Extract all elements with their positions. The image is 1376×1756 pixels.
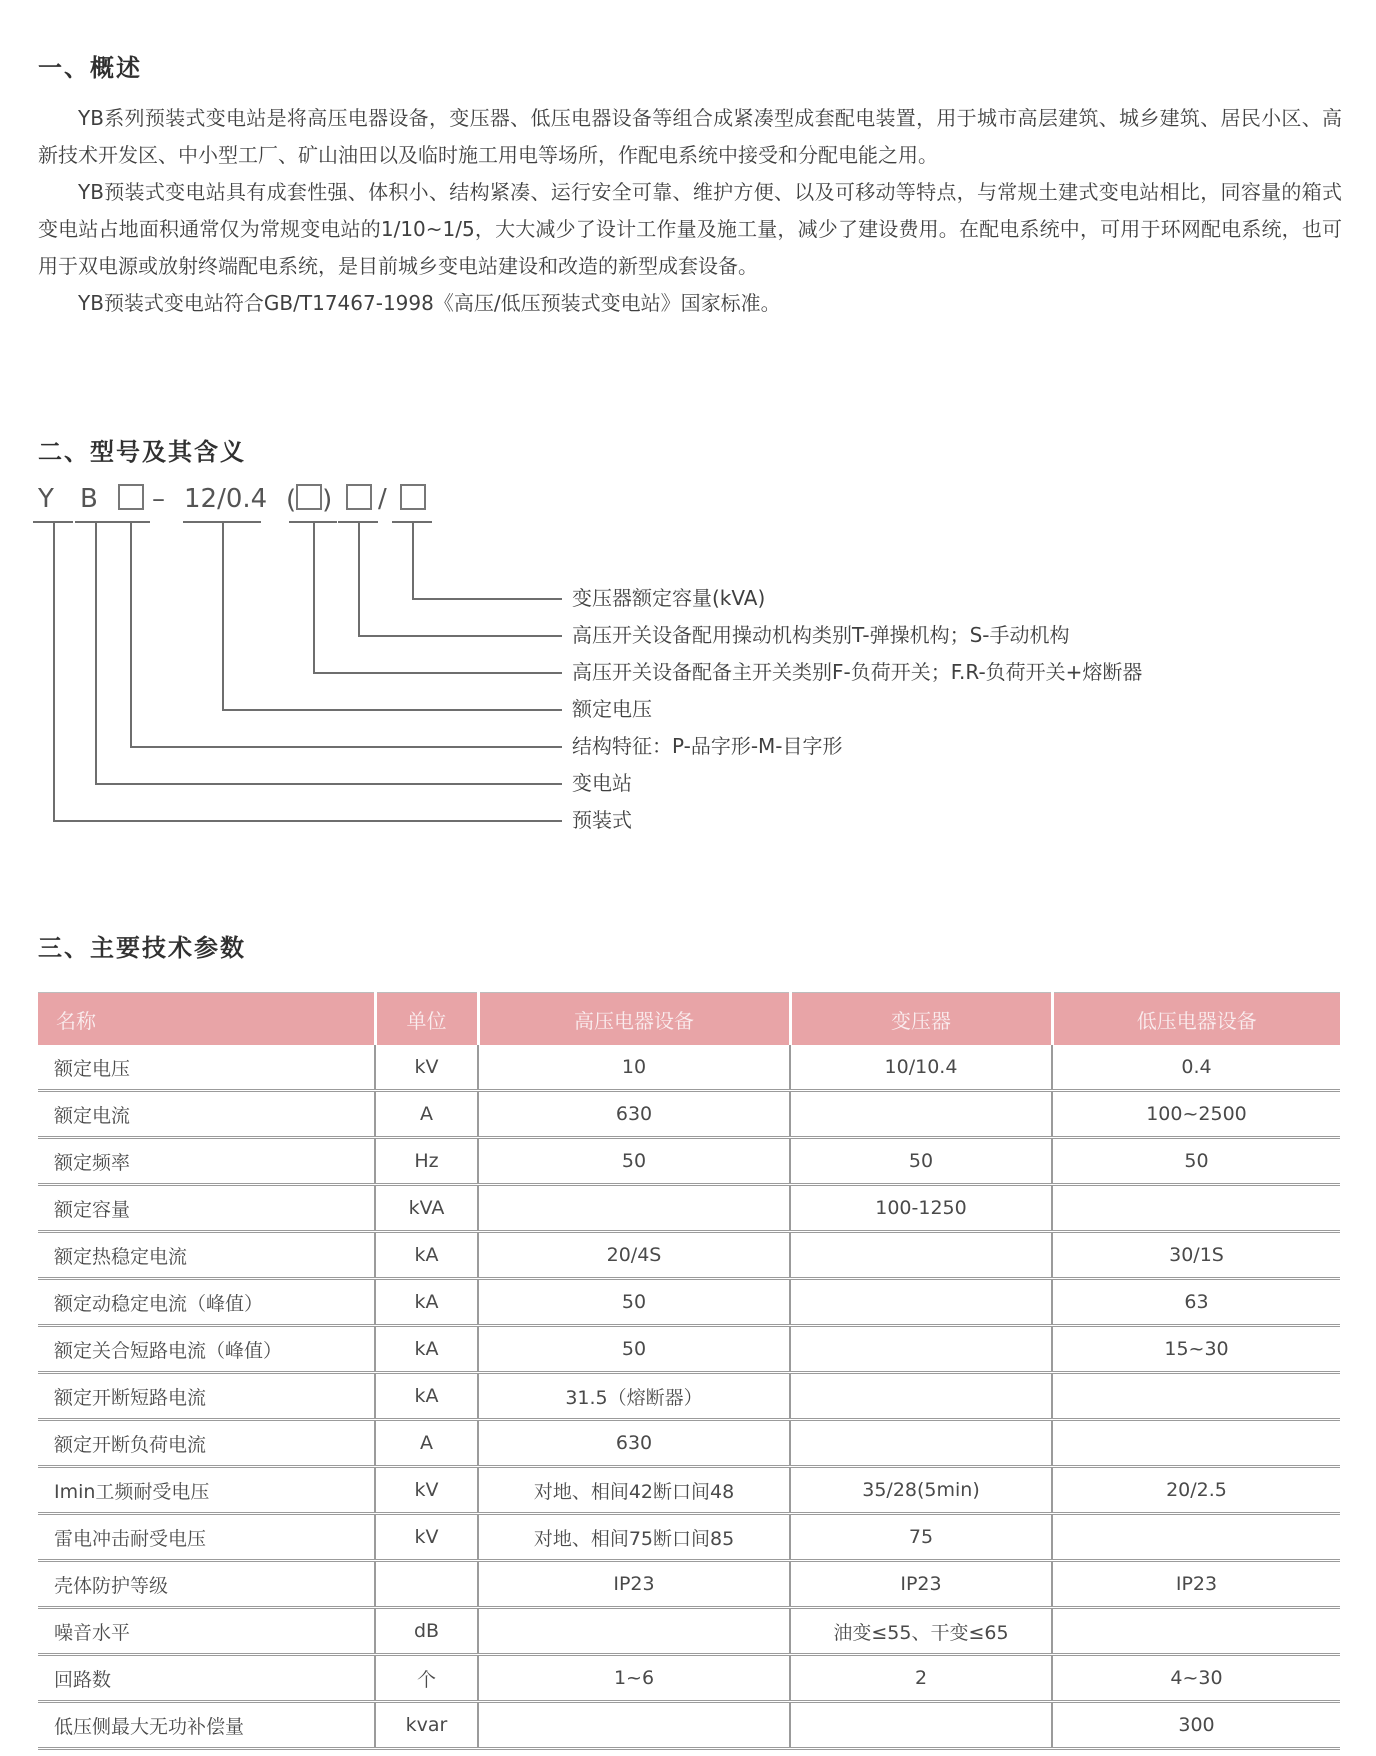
table-cell	[790, 1232, 1052, 1279]
model-symbol-0: Y	[38, 484, 54, 514]
table-cell: 额定关合短路电流（峰值）	[38, 1326, 375, 1373]
model-designation-diagram	[0, 480, 1376, 870]
model-callout-label-0: 变压器额定容量(kVA)	[572, 586, 766, 610]
table-cell	[790, 1279, 1052, 1326]
model-placeholder-box	[346, 484, 372, 510]
overview-paragraphs	[38, 100, 1342, 322]
table-cell: 20/2.5	[1052, 1467, 1340, 1514]
table-cell	[478, 1608, 790, 1655]
table-cell: 4~30	[1052, 1655, 1340, 1702]
table-cell: 雷电冲击耐受电压	[38, 1514, 375, 1561]
table-cell: 50	[1052, 1138, 1340, 1185]
table-cell: 100~2500	[1052, 1091, 1340, 1138]
table-cell: 1~6	[478, 1655, 790, 1702]
table-row	[38, 1326, 1340, 1373]
table-cell: IP23	[478, 1561, 790, 1608]
table-cell: kvar	[375, 1702, 478, 1749]
table-cell	[790, 1420, 1052, 1467]
table-cell: 对地、相间42断口间48	[478, 1467, 790, 1514]
table-cell: 30/1S	[1052, 1232, 1340, 1279]
model-symbol-4: 12/0.4	[184, 484, 268, 514]
model-callout-label-5: 变电站	[572, 771, 632, 795]
model-symbol-7: /	[378, 484, 387, 514]
table-cell	[790, 1091, 1052, 1138]
table-row	[38, 1185, 1340, 1232]
table-cell: 10	[478, 1045, 790, 1091]
table-cell: 额定开断短路电流	[38, 1373, 375, 1420]
model-symbol-6	[346, 484, 372, 515]
table-cell: 额定容量	[38, 1185, 375, 1232]
technical-parameters-table	[38, 992, 1340, 1750]
section-parameters-heading: 三、主要技术参数	[38, 934, 246, 962]
table-cell: Hz	[375, 1138, 478, 1185]
table-cell: 额定电压	[38, 1045, 375, 1091]
table-cell: kV	[375, 1467, 478, 1514]
table-cell: 0.4	[1052, 1045, 1340, 1091]
table-row	[38, 1655, 1340, 1702]
table-row	[38, 1467, 1340, 1514]
table-cell: kVA	[375, 1185, 478, 1232]
table-cell: dB	[375, 1608, 478, 1655]
table-cell: kA	[375, 1373, 478, 1420]
table-row	[38, 1232, 1340, 1279]
table-cell: IP23	[1052, 1561, 1340, 1608]
table-cell: 50	[790, 1138, 1052, 1185]
table-cell: kV	[375, 1514, 478, 1561]
model-symbol-8	[400, 484, 426, 515]
table-cell: 2	[790, 1655, 1052, 1702]
table-row	[38, 1091, 1340, 1138]
table-cell	[790, 1373, 1052, 1420]
table-cell: 10/10.4	[790, 1045, 1052, 1091]
table-row	[38, 1420, 1340, 1467]
table-cell: 15~30	[1052, 1326, 1340, 1373]
table-cell: 63	[1052, 1279, 1340, 1326]
column-header: 单位	[375, 993, 478, 1046]
model-connector-line	[53, 521, 562, 822]
table-cell: kA	[375, 1326, 478, 1373]
table-cell: A	[375, 1091, 478, 1138]
table-cell: 20/4S	[478, 1232, 790, 1279]
overview-paragraph-3: YB预装式变电站符合GB/T17467-1998《高压/低压预装式变电站》国家标准。	[78, 291, 781, 315]
table-cell: IP23	[790, 1561, 1052, 1608]
model-symbol-3: –	[152, 484, 165, 514]
table-cell	[478, 1185, 790, 1232]
model-symbol-5: ( )	[286, 485, 333, 515]
table-cell: 壳体防护等级	[38, 1561, 375, 1608]
table-header-row	[38, 993, 1340, 1046]
table-cell: kA	[375, 1279, 478, 1326]
table-cell: 对地、相间75断口间85	[478, 1514, 790, 1561]
section-model-heading: 二、型号及其含义	[38, 438, 246, 466]
table-cell: 31.5（熔断器）	[478, 1373, 790, 1420]
column-header: 高压电器设备	[478, 993, 790, 1046]
table-row	[38, 1138, 1340, 1185]
table-cell: 额定电流	[38, 1091, 375, 1138]
model-callout-label-3: 额定电压	[572, 697, 652, 721]
table-cell: 回路数	[38, 1655, 375, 1702]
table-cell: A	[375, 1420, 478, 1467]
table-row	[38, 1514, 1340, 1561]
table-cell: 300	[1052, 1702, 1340, 1749]
model-callout-label-1: 高压开关设备配用操动机构类别T-弹操机构；S-手动机构	[572, 623, 1070, 647]
table-cell	[1052, 1608, 1340, 1655]
model-symbol-2	[118, 484, 144, 515]
table-cell	[478, 1702, 790, 1749]
table-row	[38, 1702, 1340, 1749]
overview-paragraph-2: YB预装式变电站具有成套性强、体积小、结构紧凑、运行安全可靠、维护方便、以及可移动等特点，与常规土建式变电站相比，同容量的箱式变电站占地面积通常仅为常规变电站的1/10~1/5，大大减少了设计工作量及施工量，减少了建设费用。在配电系统中，可用于环网配电系统，也可用于双电源或放射终端配电系统，是目前城乡变电站建设和改造的新型成套设备。	[38, 180, 1342, 278]
table-row	[38, 1279, 1340, 1326]
table-cell: 额定频率	[38, 1138, 375, 1185]
section-overview-heading: 一、概述	[38, 54, 142, 82]
model-callout-label-4: 结构特征：P-品字形-M-目字形	[572, 734, 843, 758]
table-cell: 50	[478, 1326, 790, 1373]
table-cell: 100-1250	[790, 1185, 1052, 1232]
table-row	[38, 1045, 1340, 1091]
table-cell: 35/28(5min)	[790, 1467, 1052, 1514]
model-callout-label-2: 高压开关设备配备主开关类别F-负荷开关；F.R-负荷开关+熔断器	[572, 660, 1143, 684]
model-symbol-1: B	[80, 484, 98, 514]
table-cell: 个	[375, 1655, 478, 1702]
table-cell: 额定开断负荷电流	[38, 1420, 375, 1467]
table-cell: 630	[478, 1420, 790, 1467]
table-row	[38, 993, 1340, 1046]
table-cell: 50	[478, 1279, 790, 1326]
table-cell: 75	[790, 1514, 1052, 1561]
table-cell	[1052, 1514, 1340, 1561]
table-cell	[1052, 1420, 1340, 1467]
column-header: 低压电器设备	[1052, 993, 1340, 1046]
column-header: 名称	[38, 993, 375, 1046]
table-cell	[1052, 1185, 1340, 1232]
column-header: 变压器	[790, 993, 1052, 1046]
table-body	[38, 1045, 1340, 1749]
table-cell: 油变≤55、干变≤65	[790, 1608, 1052, 1655]
overview-paragraph-1: YB系列预装式变电站是将高压电器设备，变压器、低压电器设备等组合成紧凑型成套配电装置，用于城市高层建筑、城乡建筑、居民小区、高新技术开发区、中小型工厂、矿山油田以及临时施工用电等场所，作配电系统中接受和分配电能之用。	[38, 106, 1342, 167]
table-cell	[790, 1326, 1052, 1373]
table-cell: 630	[478, 1091, 790, 1138]
table-cell: 50	[478, 1138, 790, 1185]
table-cell: 噪音水平	[38, 1608, 375, 1655]
model-callout-label-6: 预装式	[572, 808, 632, 832]
table-cell	[375, 1561, 478, 1608]
table-cell: Imin工频耐受电压	[38, 1467, 375, 1514]
model-placeholder-box	[118, 484, 144, 510]
table-cell: kV	[375, 1045, 478, 1091]
table-cell: 低压侧最大无功补偿量	[38, 1702, 375, 1749]
table-row	[38, 1373, 1340, 1420]
table-cell: kA	[375, 1232, 478, 1279]
table-cell	[1052, 1373, 1340, 1420]
table-row	[38, 1608, 1340, 1655]
table-cell	[790, 1702, 1052, 1749]
model-placeholder-box	[400, 484, 426, 510]
table-cell: 额定动稳定电流（峰值）	[38, 1279, 375, 1326]
table-cell: 额定热稳定电流	[38, 1232, 375, 1279]
model-placeholder-box	[296, 484, 322, 510]
table-row	[38, 1561, 1340, 1608]
